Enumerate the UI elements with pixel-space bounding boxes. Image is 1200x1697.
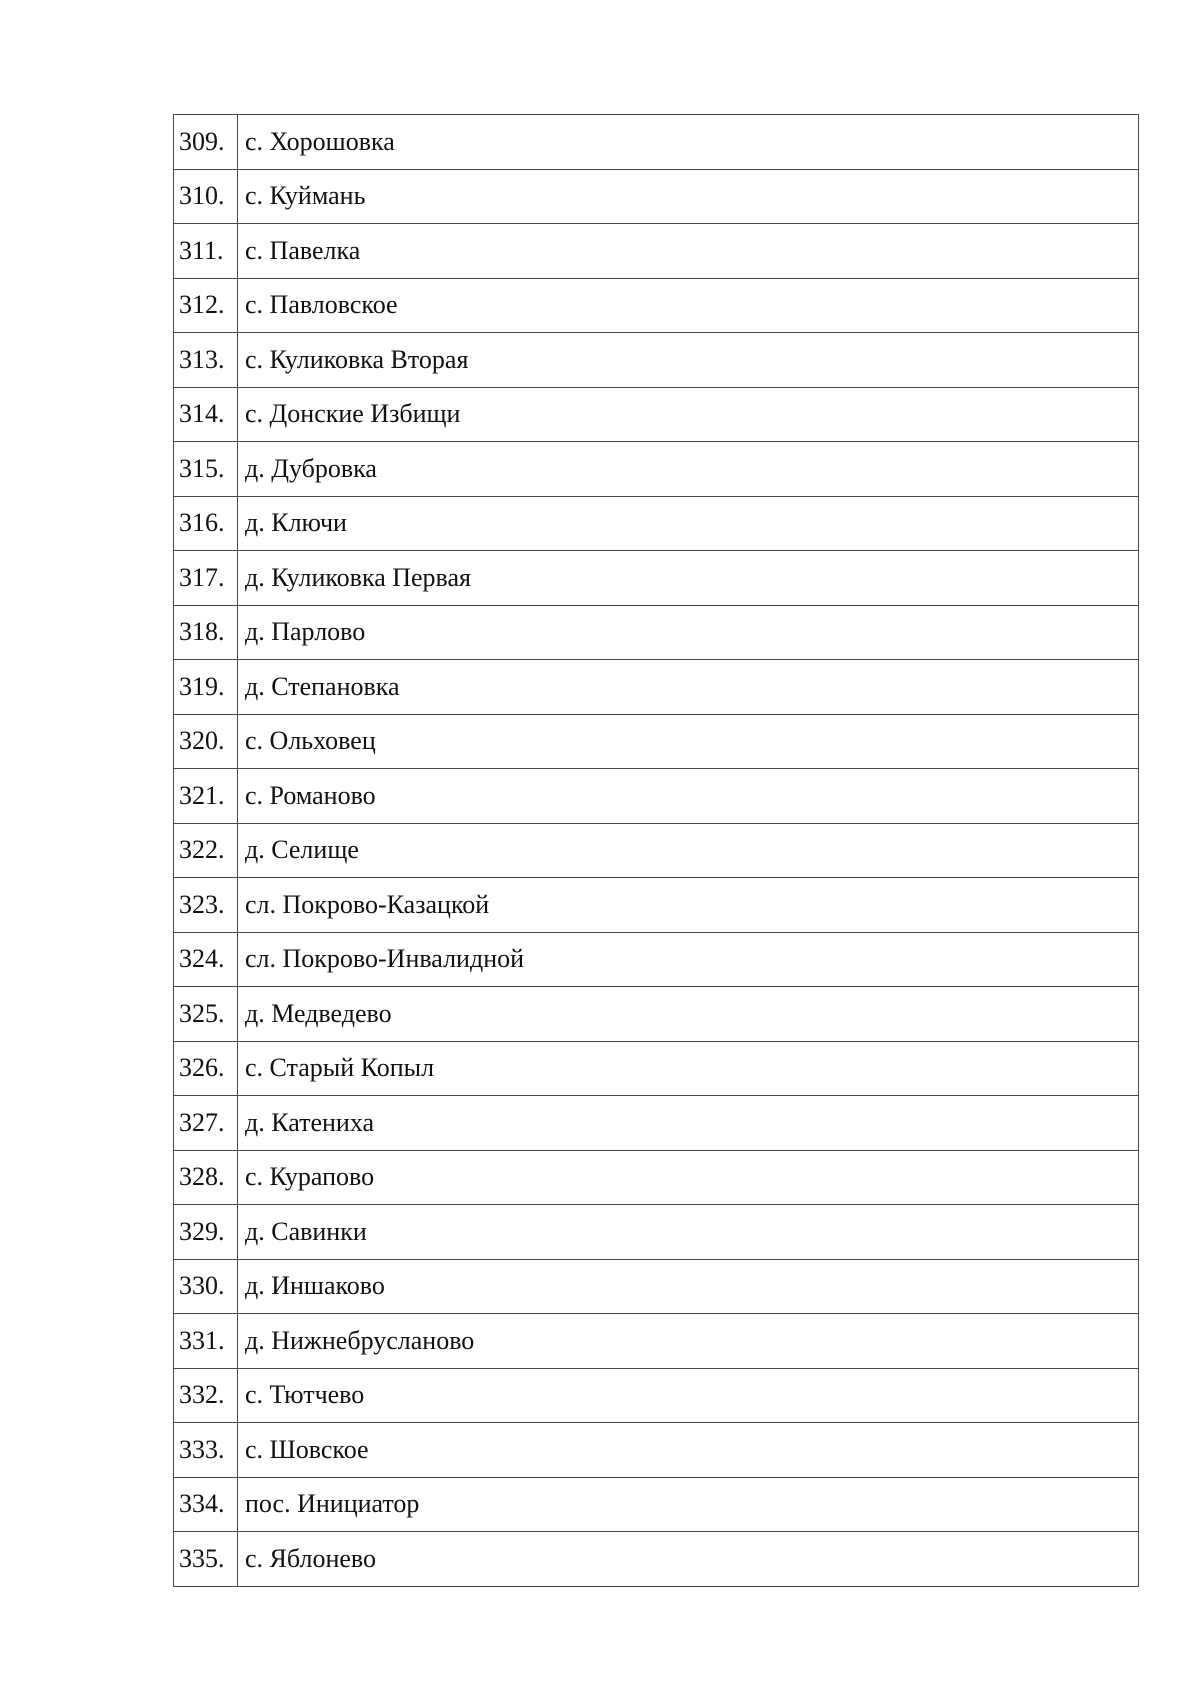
table-row [174,1041,1139,1096]
row-number: 325. [174,987,238,1042]
settlement-name: пос. Инициатор [238,1477,1139,1532]
table-row [174,115,1139,170]
table-row [174,442,1139,497]
settlement-name: с. Куликовка Вторая [238,333,1139,388]
row-number: 309. [174,115,238,170]
settlement-name: д. Медведево [238,987,1139,1042]
row-number: 312. [174,278,238,333]
row-number: 332. [174,1368,238,1423]
settlement-name: д. Куликовка Первая [238,551,1139,606]
row-number: 318. [174,605,238,660]
row-number: 330. [174,1259,238,1314]
settlement-name: д. Нижнебрусланово [238,1314,1139,1369]
table-row [174,169,1139,224]
table-row [174,1423,1139,1478]
settlement-name: д. Савинки [238,1205,1139,1260]
row-number: 320. [174,714,238,769]
row-number: 334. [174,1477,238,1532]
table-row [174,1477,1139,1532]
table-row [174,551,1139,606]
settlement-name: д. Парлово [238,605,1139,660]
row-number: 328. [174,1150,238,1205]
settlement-name: сл. Покрово-Инвалидной [238,932,1139,987]
settlement-name: с. Яблонево [238,1532,1139,1587]
settlement-name: сл. Покрово-Казацкой [238,878,1139,933]
table-row [174,1259,1139,1314]
settlement-name: с. Тютчево [238,1368,1139,1423]
table-row [174,823,1139,878]
table-row [174,387,1139,442]
settlement-name: д. Иншаково [238,1259,1139,1314]
table-row [174,1205,1139,1260]
settlement-name: д. Степановка [238,660,1139,715]
settlement-name: с. Павелка [238,224,1139,279]
table-row [174,1150,1139,1205]
settlement-name: с. Курапово [238,1150,1139,1205]
table-row [174,224,1139,279]
settlements-table [173,114,1139,1587]
table-row [174,278,1139,333]
settlement-name: с. Куймань [238,169,1139,224]
settlement-name: с. Шовское [238,1423,1139,1478]
table-row [174,1096,1139,1151]
settlement-name: д. Катениха [238,1096,1139,1151]
row-number: 324. [174,932,238,987]
row-number: 314. [174,387,238,442]
settlement-name: д. Селище [238,823,1139,878]
row-number: 315. [174,442,238,497]
settlement-name: с. Ольховец [238,714,1139,769]
row-number: 335. [174,1532,238,1587]
row-number: 322. [174,823,238,878]
row-number: 310. [174,169,238,224]
settlement-name: д. Дубровка [238,442,1139,497]
row-number: 316. [174,496,238,551]
settlements-table-body [174,115,1139,1587]
row-number: 323. [174,878,238,933]
row-number: 313. [174,333,238,388]
row-number: 311. [174,224,238,279]
table-row [174,987,1139,1042]
row-number: 327. [174,1096,238,1151]
table-row [174,496,1139,551]
table-row [174,714,1139,769]
settlement-name: д. Ключи [238,496,1139,551]
settlement-name: с. Старый Копыл [238,1041,1139,1096]
settlement-name: с. Павловское [238,278,1139,333]
table-row [174,932,1139,987]
row-number: 331. [174,1314,238,1369]
row-number: 329. [174,1205,238,1260]
settlement-name: с. Хорошовка [238,115,1139,170]
table-row [174,1314,1139,1369]
row-number: 321. [174,769,238,824]
table-row [174,333,1139,388]
table-row [174,605,1139,660]
table-row [174,660,1139,715]
table-row [174,1532,1139,1587]
table-row [174,1368,1139,1423]
settlement-name: с. Донские Избищи [238,387,1139,442]
settlement-name: с. Романово [238,769,1139,824]
table-row [174,769,1139,824]
row-number: 319. [174,660,238,715]
table-row [174,878,1139,933]
row-number: 317. [174,551,238,606]
row-number: 333. [174,1423,238,1478]
row-number: 326. [174,1041,238,1096]
